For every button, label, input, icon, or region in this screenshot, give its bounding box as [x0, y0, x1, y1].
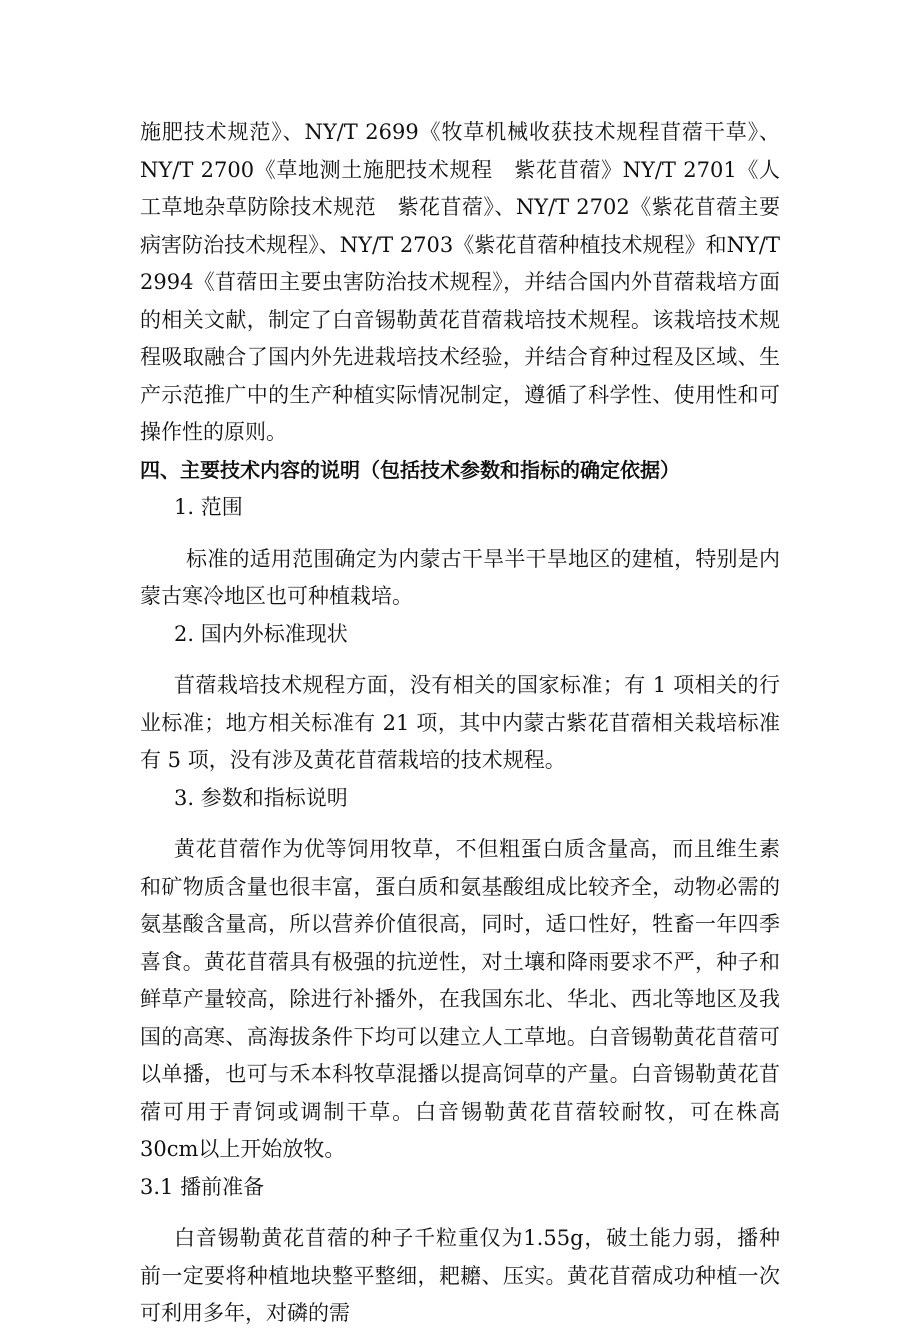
- section-3-1-paragraph: 白音锡勒黄花苜蓿的种子千粒重仅为1.55g，破土能力弱，播种前一定要将种植地块整平整细，耙耱、压实。黄花苜蓿成功种植一次可利用多年，对磷的需: [140, 1226, 780, 1325]
- section-2-paragraph: 苜蓿栽培技术规程方面，没有相关的国家标准；有 1 项相关的行业标准；地方相关标准有 21 项，其中内蒙古紫花苜蓿相关栽培标准有 5 项，没有涉及黄花苜蓿栽培的技术规程。: [140, 673, 780, 772]
- section-4-heading: 四、主要技术内容的说明（包括技术参数和指标的确定依据）: [140, 457, 680, 482]
- section-1-paragraph: 标准的适用范围确定为内蒙古干旱半干旱地区的建植，特别是内蒙古寒冷地区也可种植栽培。: [140, 546, 780, 608]
- section-3-heading: 3. 参数和指标说明: [174, 785, 348, 810]
- section-1-heading: 1. 范围: [174, 495, 243, 519]
- section-3-1-heading: 3.1 播前准备: [140, 1174, 265, 1199]
- intro-paragraph: 施肥技术规范》、NY/T 2699《牧草机械收获技术规程苜蓿干草》、NY/T 2700《草地测土施肥技术规程 紫花苜蓿》NY/T 2701《人工草地杂草防除技术规范 紫花苜蓿》、NY/T 2702《紫花苜蓿主要病害防治技术规程》、NY/T 2703《紫花苜蓿种植技术规程》和NY/T 2994《苜蓿田主要虫害防治技术规程》，并结合国内外苜蓿栽培方面的相关文献，制定了白音锡勒黄花苜蓿栽培技术规程。该栽培技术规程吸取融合了国内外先进栽培技术经验，并结合育种过程及区域、生产示范推广中的生产种植实际情况制定，遵循了科学性、使用性和可操作性的原则。: [140, 120, 787, 444]
- section-3-paragraph: 黄花苜蓿作为优等饲用牧草，不但粗蛋白质含量高，而且维生素和矿物质含量也很丰富，蛋白质和氨基酸组成比较齐全，动物必需的氨基酸含量高，所以营养价值很高，同时，适口性好，牲畜一年四季喜食。黄花苜蓿具有极强的抗逆性，对土壤和降雨要求不严，种子和鲜草产量较高，除进行补播外，在我国东北、华北、西北等地区及我国的高寒、高海拔条件下均可以建立人工草地。白音锡勒黄花苜蓿可以单播，也可与禾本科牧草混播以提高饲草的产量。白音锡勒黄花苜蓿可用于青饲或调制干草。白音锡勒黄花苜蓿较耐牧，可在株高30cm以上开始放牧。: [140, 837, 780, 1161]
- document-body: [140, 114, 787, 1333]
- section-2-heading: 2. 国内外标准现状: [174, 621, 348, 646]
